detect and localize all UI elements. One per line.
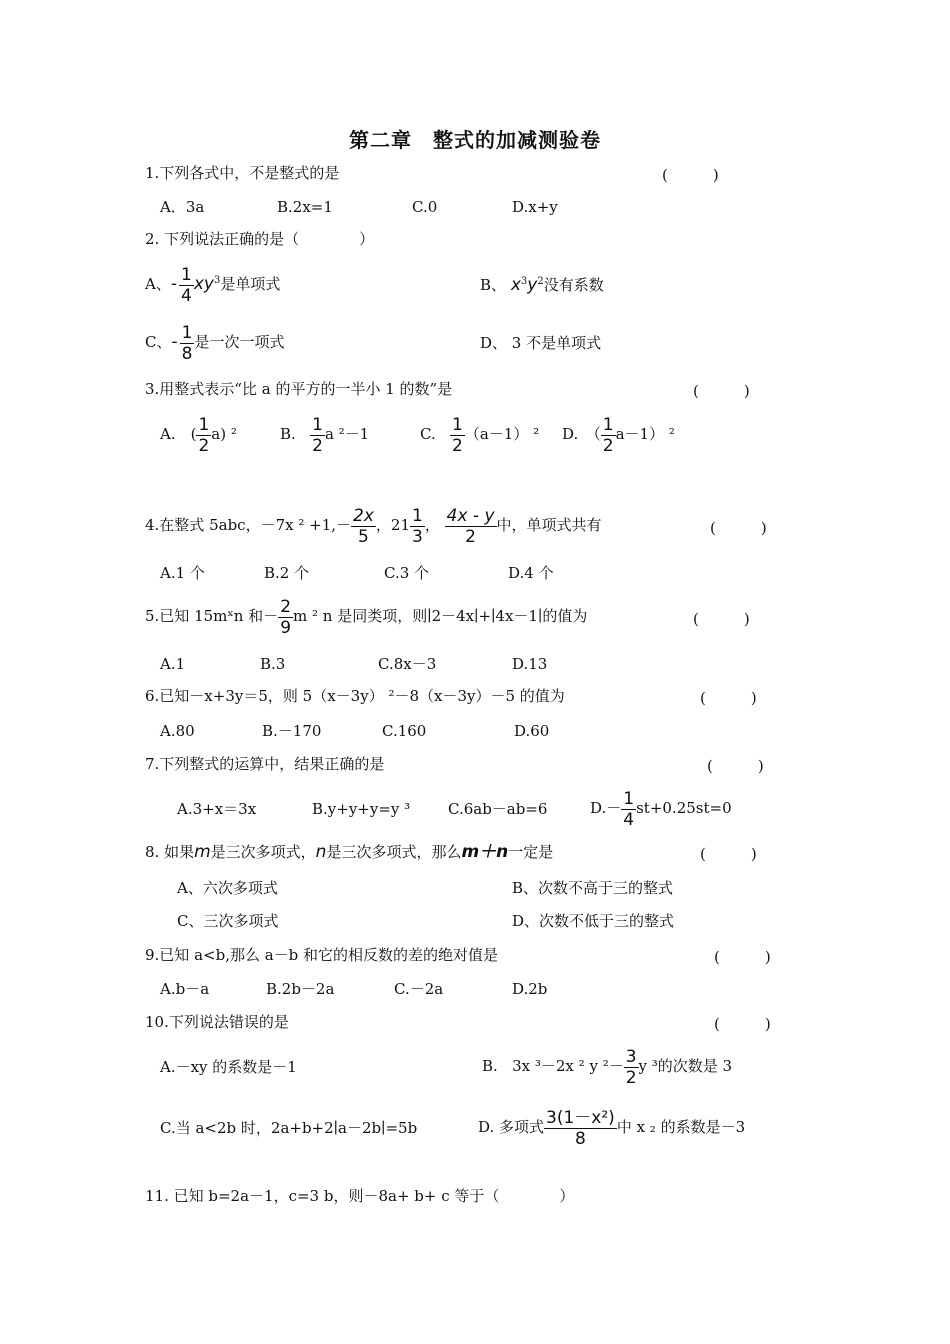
question-4-option-c: C.3 个 xyxy=(384,564,430,582)
question-6-answer-paren: ( ) xyxy=(700,689,757,707)
question-10-option-c: C.当 a<2b 时，2a+b+2∣a－2b∣=5b xyxy=(160,1119,418,1137)
question-4-answer-paren: ( ) xyxy=(710,519,767,537)
question-7-answer-paren: ( ) xyxy=(707,757,764,775)
question-2-option-a: A、- $\frac{1}{4}$ $xy^3$是单项式 xyxy=(145,264,281,306)
question-10-stem: 10.下列说法错误的是 xyxy=(145,1013,289,1031)
question-9-stem: 9.已知 a<b,那么 a－b 和它的相反数的差的绝对值是 xyxy=(145,946,499,964)
question-7-stem: 7.下列整式的运算中，结果正确的是 xyxy=(145,755,385,773)
question-11-stem: 11. 已知 b=2a－1，c=3 b，则－8a+ b+ c 等于（ ） xyxy=(145,1187,575,1205)
question-3-answer-paren: ( ) xyxy=(693,382,750,400)
question-1-option-b: B.2x=1 xyxy=(277,198,333,216)
question-6-option-a: A.80 xyxy=(160,722,195,740)
question-6-option-c: C.160 xyxy=(382,722,427,740)
question-9-option-a: A.b－a xyxy=(160,980,210,998)
question-1-option-a: A．3a xyxy=(160,198,205,216)
question-5-stem: 5.已知 15mˣn 和－ $\frac{2}{9}$ m ² n 是同类项，则∣2－4x∣+∣4x－1∣的值为 xyxy=(145,596,588,638)
question-5-answer-paren: ( ) xyxy=(693,610,750,628)
question-8-option-d: D、次数不低于三的整式 xyxy=(512,912,675,930)
question-7-option-d: D.－ $\frac{1}{4}$ st+0.25st=0 xyxy=(590,788,732,830)
question-2-stem: 2. 下列说法正确的是（ ） xyxy=(145,230,375,248)
question-4-option-b: B.2 个 xyxy=(264,564,310,582)
question-7-option-b: B.y+y+y=y ³ xyxy=(312,800,411,818)
question-8-option-b: B、次数不高于三的整式 xyxy=(512,879,674,897)
question-9-option-c: C.－2a xyxy=(394,980,444,998)
question-5-option-b: B.3 xyxy=(260,655,286,673)
question-8-stem: 8. 如果m是三次多项式，n是三次多项式，那么m＋n一定是 xyxy=(145,842,554,862)
question-7-option-c: C.6ab－ab=6 xyxy=(448,800,548,818)
question-7-option-a: A.3+x＝3x xyxy=(177,800,257,818)
question-1-stem: 1.下列各式中，不是整式的是 xyxy=(145,164,340,182)
question-4-stem: 4.在整式 5abc，－7x ² +1,－ $\frac{2x}{5}$ ，21 $\frac{1}{3}$ ， $\frac{4x - y}{2}$ 中，单项式共有 xyxy=(145,505,602,547)
question-4-option-a: A.1 个 xyxy=(160,564,205,582)
question-9-option-b: B.2b－2a xyxy=(266,980,335,998)
question-3-option-c: C. $\frac{1}{2}$ （a－1） ² xyxy=(420,414,540,456)
question-10-option-a: A.－xy 的系数是－1 xyxy=(160,1058,297,1076)
question-5-option-c: C.8x－3 xyxy=(378,655,437,673)
question-10-option-d: D. 多项式 $\frac{\text{3(1－x²)}}{8}$ 中 x ₂ 的系数是－3 xyxy=(478,1107,746,1149)
question-3-option-b: B. $\frac{1}{2}$ a ²－1 xyxy=(280,414,370,456)
question-1-option-c: C.0 xyxy=(412,198,438,216)
question-2-option-d: D、 3 不是单项式 xyxy=(480,334,602,352)
question-6-option-b: B.－170 xyxy=(262,722,322,740)
question-10-answer-paren: ( ) xyxy=(714,1015,771,1033)
question-3-option-d: D. （ $\frac{1}{2}$ a－1） ² xyxy=(562,414,675,456)
page-title: 第二章 整式的加减测验卷 xyxy=(349,128,601,152)
question-8-option-a: A、六次多项式 xyxy=(177,879,278,897)
question-5-option-d: D.13 xyxy=(512,655,548,673)
question-3-stem: 3.用整式表示“比 a 的平方的一半小 1 的数”是 xyxy=(145,380,453,398)
question-1-answer-paren: ( ) xyxy=(662,166,719,184)
question-10-option-b: B. 3x ³－2x ² y ²－ $\frac{3}{2}$ y ³的次数是 3 xyxy=(482,1046,733,1088)
question-3-option-a: A. ( $\frac{1}{2}$ a) ² xyxy=(160,414,237,456)
question-6-stem: 6.已知－x+3y＝5，则 5（x－3y） ²－8（x－3y）－5 的值为 xyxy=(145,687,565,705)
question-4-option-d: D.4 个 xyxy=(508,564,554,582)
question-2-option-c: C、- $\frac{1}{8}$ 是一次一项式 xyxy=(145,322,285,364)
question-8-option-c: C、三次多项式 xyxy=(177,912,279,930)
question-6-option-d: D.60 xyxy=(514,722,550,740)
question-9-option-d: D.2b xyxy=(512,980,548,998)
question-5-option-a: A.1 xyxy=(160,655,186,673)
question-9-answer-paren: ( ) xyxy=(714,948,771,966)
question-1-option-d: D.x+y xyxy=(512,198,558,216)
question-2-option-b: B、 $x^3y^2$没有系数 xyxy=(480,275,604,295)
question-8-answer-paren: ( ) xyxy=(700,845,757,863)
